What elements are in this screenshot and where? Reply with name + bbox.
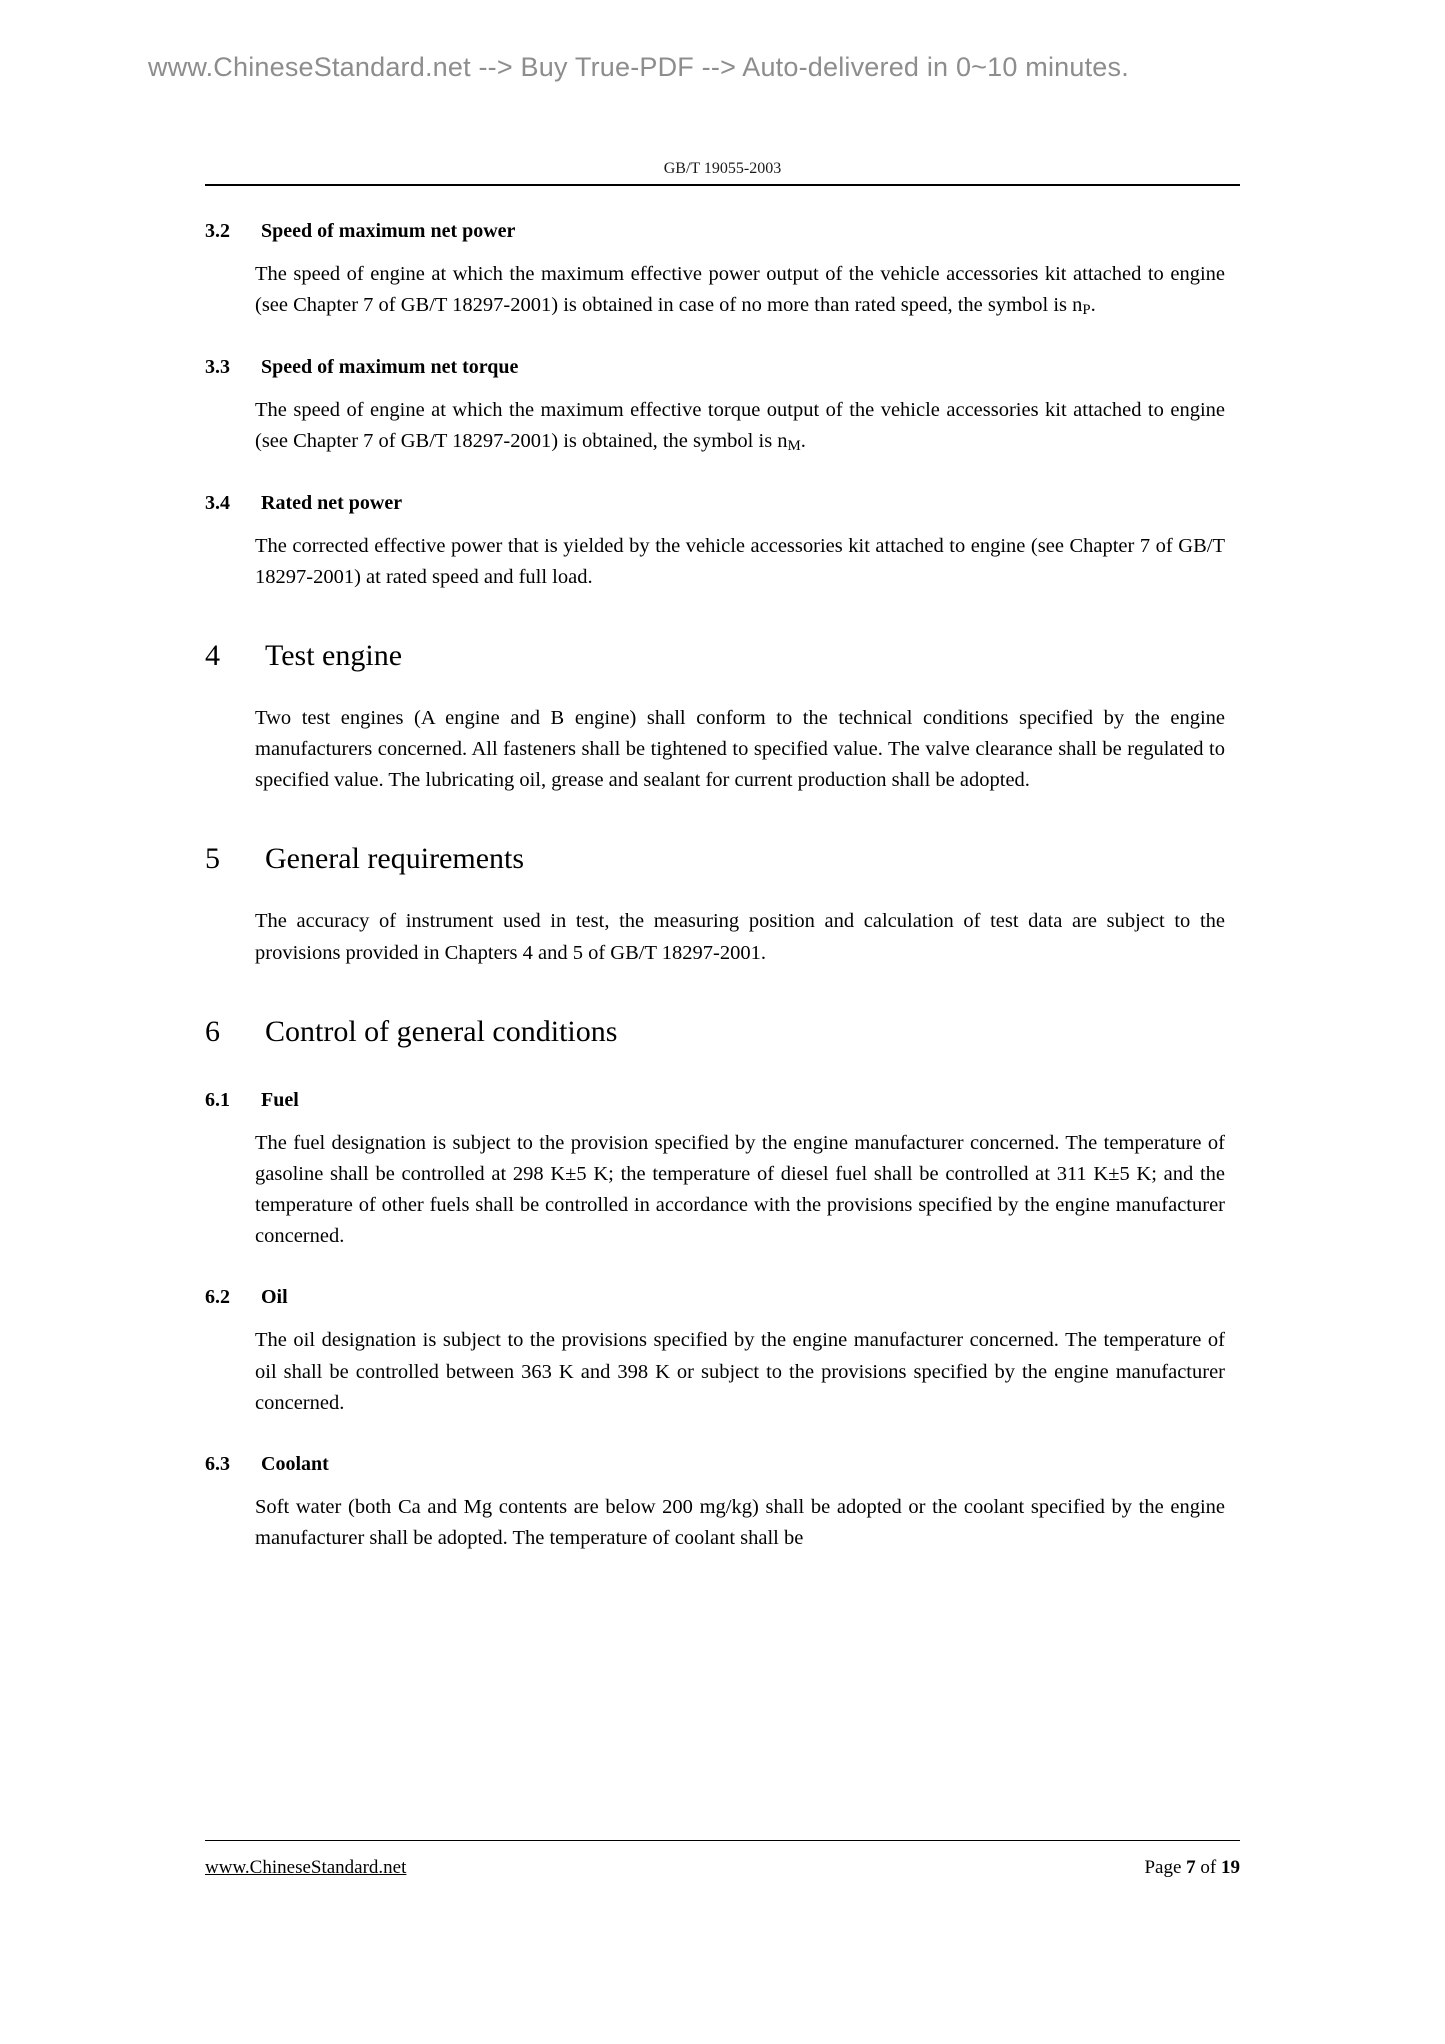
section-body-6-1: The fuel designation is subject to the provision specified by the engine manufacturer concerned. The temperature of gasoline shall be controlled at 298 K±5 K; the temperature of diesel fuel shall be controlled at 311 K±5 K; and the temperature of other fuels shall be controlled in accordance with the provisions specified by the engine manufacturer concerned. — [255, 1131, 1225, 1248]
section-number: 3.2 — [205, 220, 230, 242]
section-number: 6.3 — [205, 1452, 230, 1475]
body-text: The speed of engine at which the maximum effective torque output of the vehicle accessories kit attached to engine (see Chapter 7 of GB/T 18297-2001) is obtained, the symbol is n — [255, 398, 1225, 452]
section-title: Speed of maximum net power — [261, 220, 516, 242]
footer-divider — [205, 1840, 1240, 1841]
body-text-tail: . — [800, 429, 806, 452]
section-heading-3-3 — [205, 356, 1240, 379]
section-heading-3-2 — [205, 220, 1240, 243]
section-number: 3.3 — [205, 355, 230, 378]
chapter-title: Control of general conditions — [265, 1014, 618, 1048]
body-text: The corrected effective power that is yielded by the vehicle accessories kit attached to engine (see Chapter 7 of GB/T 18297-2001) at rated speed and full load. — [255, 534, 1225, 588]
chapter-title: Test engine — [265, 638, 403, 672]
section-body-3-3 — [255, 395, 1225, 458]
section-body-3-2 — [255, 259, 1225, 322]
body-text-tail: . — [1090, 294, 1096, 317]
symbol-subscript: P — [1082, 302, 1091, 319]
chapter-heading-4 — [205, 639, 1240, 673]
section-number: 6.2 — [205, 1286, 230, 1309]
section-title: Fuel — [261, 1088, 299, 1111]
section-number: 6.1 — [205, 1088, 230, 1111]
section-heading-6-3 — [205, 1453, 1240, 1476]
chapter-number: 6 — [205, 1014, 220, 1048]
section-title: Speed of maximum net torque — [261, 355, 519, 378]
section-title: Coolant — [261, 1452, 329, 1475]
chapter-body-4: Two test engines (A engine and B engine) shall conform to the technical conditions specified by the engine manufacturers concerned. All fasteners shall be tightened to specified value. The valve clearance shall be regulated to specified value. The lubricating oil, grease and sealant for current production shall be adopted. — [255, 706, 1225, 792]
body-text: The speed of engine at which the maximum effective power output of the vehicle accessories kit attached to engine (see Chapter 7 of GB/T 18297-2001) is obtained in case of no more than rated speed, the symbol is n — [255, 263, 1225, 317]
page-of-label: of — [1200, 1857, 1217, 1878]
standard-number-header: GB/T 19055-2003 — [663, 160, 782, 177]
symbol-subscript: M — [787, 438, 801, 455]
section-heading-6-2 — [205, 1286, 1240, 1309]
chapter-number: 4 — [205, 638, 220, 672]
page-total: 19 — [1221, 1857, 1240, 1878]
page-footer — [205, 1840, 1240, 1879]
chapter-body-5: The accuracy of instrument used in test, the measuring position and calculation of test data are subject to the provisions provided in Chapters 4 and 5 of GB/T 18297-2001. — [255, 910, 1225, 964]
promo-watermark: www.ChineseStandard.net --> Buy True-PDF --> Auto-delivered in 0~10 minutes. — [148, 52, 1129, 82]
footer-site-link[interactable]: www.ChineseStandard.net — [205, 1857, 407, 1878]
section-title: Rated net power — [261, 491, 403, 514]
chapter-heading-5 — [205, 842, 1240, 876]
chapter-title: General requirements — [265, 842, 525, 876]
chapter-heading-6 — [205, 1015, 1240, 1049]
page-label: Page — [1144, 1857, 1182, 1878]
section-body-6-2: The oil designation is subject to the provisions specified by the engine manufacturer concerned. The temperature of oil shall be controlled between 363 K and 398 K or subject to the provisions specified by the engine manufacturer concerned. — [255, 1329, 1225, 1414]
section-body-6-3: Soft water (both Ca and Mg contents are below 200 mg/kg) shall be adopted or the coolant specified by the engine manufacturer shall be adopted. The temperature of coolant shall be — [255, 1495, 1225, 1549]
header-divider — [205, 184, 1240, 186]
page-indicator — [1144, 1857, 1240, 1879]
section-title: Oil — [261, 1286, 288, 1309]
section-heading-6-1 — [205, 1089, 1240, 1112]
section-body-3-4 — [255, 531, 1225, 593]
page-content — [205, 160, 1240, 1554]
chapter-number: 5 — [205, 842, 220, 876]
page-number: 7 — [1186, 1857, 1196, 1878]
section-heading-3-4 — [205, 492, 1240, 515]
section-number: 3.4 — [205, 491, 230, 514]
